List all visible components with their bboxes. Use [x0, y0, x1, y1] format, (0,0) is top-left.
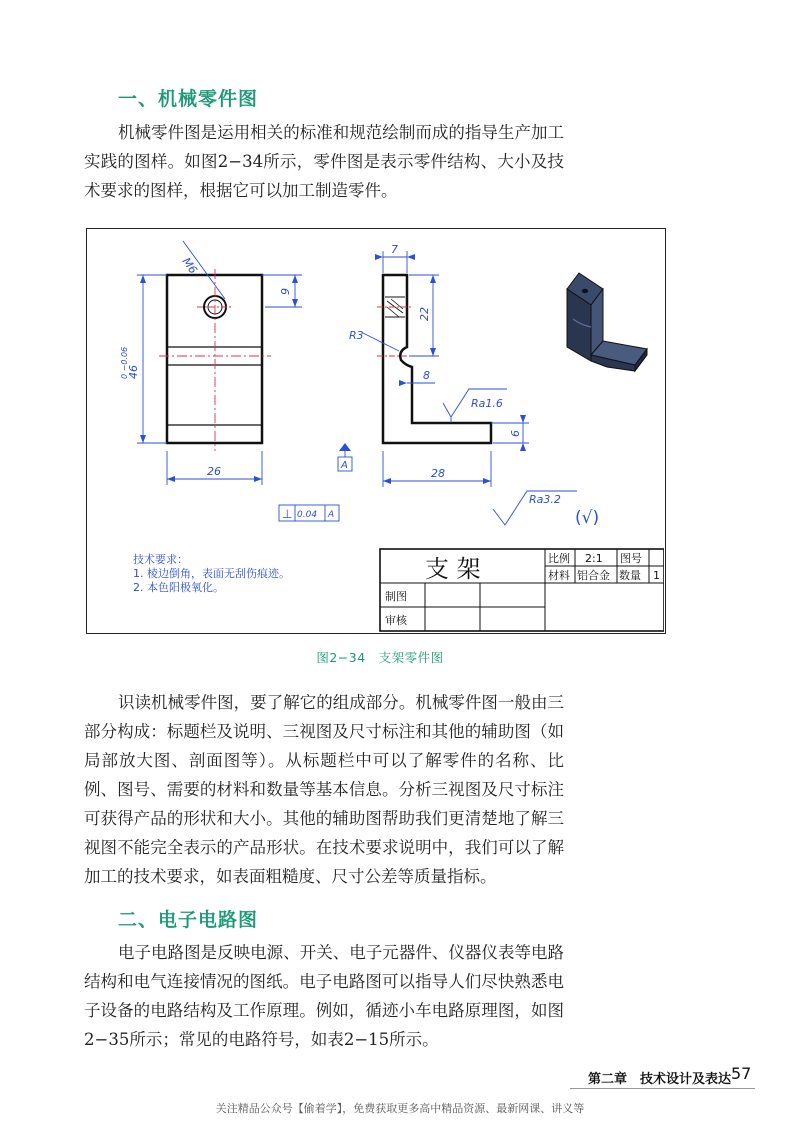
datum-a	[338, 443, 352, 471]
footer-divider	[570, 1088, 755, 1089]
roughness-ra16-label: Ra1.6	[471, 397, 503, 410]
dim-tolerance: 0 −0.06	[120, 346, 129, 379]
title-block-scale-label: 比例	[548, 552, 570, 565]
circuit-paragraph	[84, 938, 564, 1054]
isometric-view	[567, 273, 647, 371]
perpendicularity-value: 0.04	[297, 510, 318, 520]
figure-caption: 图2−34 支架零件图	[316, 650, 444, 665]
dim-m6: M6	[179, 255, 200, 277]
title-block-material-value: 铝合金	[577, 569, 610, 582]
dimension-arrows	[140, 254, 526, 484]
dim-28: 28	[431, 467, 445, 480]
technical-notes	[133, 552, 290, 594]
dim-22: 22	[418, 307, 431, 321]
roughness-ra32-label: Ra3.2	[529, 493, 561, 506]
dim-r3: R3	[349, 329, 364, 342]
notes-line-1: 1. 棱边倒角，表面无刮伤痕迹。	[133, 567, 290, 580]
title-block-drawn-label: 制图	[385, 590, 407, 603]
dim-8: 8	[423, 369, 430, 382]
title-block-material-label: 材料	[548, 569, 570, 582]
perpendicularity-symbol: ⊥	[282, 507, 293, 521]
title-block-scale-value: 2:1	[585, 552, 603, 565]
roughness-ra16	[443, 389, 507, 423]
footer-chapter: 第二章 技术设计及表达	[588, 1072, 732, 1087]
front-view	[159, 269, 271, 451]
reading-paragraph-text: 识读机械零件图，要了解它的组成部分。机械零件图一般由三部分构成：标题栏及说明、三视图及尺寸标注和其他的辅助图（如局部放大图、剖面图等）。从标题栏中可以了解零件的名称、比例、图号、需要的材料和数量等基本信息。分析三视图及尺寸标注可获得产品的形状和大小。其他的辅助图帮助我们更清楚地了解三视图不能完全表示的产品形状。在技术要求说明中，我们可以了解加工的技术要求，如表面粗糙度、尺寸公差等质量指标。	[84, 693, 564, 886]
dim-46: 46	[127, 365, 140, 379]
title-block-drawing-no-label: 图号	[620, 552, 642, 565]
title-block-quantity-value: 1	[653, 569, 660, 582]
perpendicularity-datum: A	[328, 510, 335, 520]
dim-26: 26	[207, 465, 221, 478]
notes-title: 技术要求：	[133, 553, 188, 566]
circuit-paragraph-text: 电子电路图是反映电源、开关、电子元器件、仪器仪表等电路结构和电气连接情况的图纸。电子电路图可以指导人们尽快熟悉电子设备的电路结构及工作原理。例如，循迹小车电路原理图，如图2−35所示；常见的电路符号，如表2−15所示。	[84, 943, 564, 1049]
title-block-quantity-label: 数量	[619, 569, 641, 582]
dim-6: 6	[509, 430, 522, 437]
notes-line-2: 2. 本色阳极氧化。	[133, 581, 224, 594]
intro-paragraph	[84, 118, 564, 205]
page-number: 57	[731, 1064, 752, 1083]
part-drawing-svg	[87, 229, 664, 632]
section-heading-circuit: 二、电子电路图	[118, 909, 259, 931]
watermark-text: 关注精品公众号【偷着学】，免费获取更多高中精品资源、最新网课、讲义等	[215, 1102, 585, 1115]
intro-paragraph-text: 机械零件图是运用相关的标准和规范绘制而成的指导生产加工实践的图样。如图2−34所示，零件图是表示零件结构、大小及技术要求的图样，根据它可以加工制造零件。	[84, 123, 564, 200]
roughness-ra32	[493, 491, 599, 528]
reading-paragraph	[84, 688, 564, 891]
side-view	[377, 275, 491, 443]
section-heading-mechanical: 一、机械零件图	[118, 88, 259, 110]
part-drawing-figure	[86, 228, 666, 634]
dim-7: 7	[391, 243, 398, 256]
dim-9: 9	[279, 288, 292, 295]
title-block-part-name: 支 架	[425, 555, 481, 583]
perpendicularity-frame	[279, 505, 339, 521]
dimension-lines	[137, 241, 529, 487]
datum-a-label: A	[341, 460, 348, 471]
title-block-checked-label: 审核	[385, 614, 407, 627]
roughness-check: (√)	[575, 508, 600, 528]
